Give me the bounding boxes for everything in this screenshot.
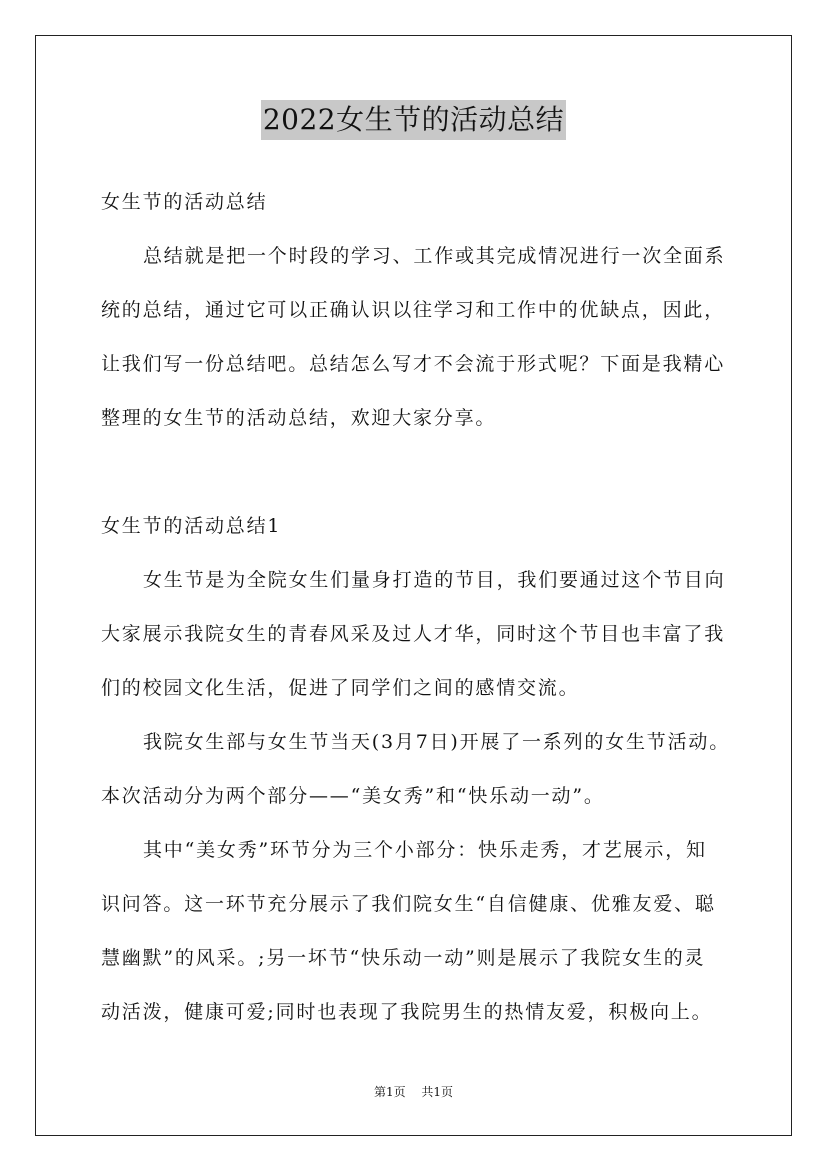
section-line: 其中“美女秀”环节分为三个小部分：快乐走秀，才艺展示，知 — [143, 839, 707, 861]
paragraph-gap — [101, 445, 741, 499]
section-heading: 女生节的活动总结1 — [101, 515, 282, 537]
intro-line: 统的总结，通过它可以正确认识以往学习和工作中的优缺点，因此， — [101, 299, 726, 321]
intro-line: 整理的女生节的活动总结，欢迎大家分享。 — [101, 407, 497, 429]
section-line: 们的校园文化生活，促进了同学们之间的感情交流。 — [101, 677, 580, 699]
page-number-current: 第1页 — [373, 1085, 406, 1099]
section-line: 识问答。这一环节充分展示了我们院女生“自信健康、优雅友爱、聪 — [101, 893, 716, 915]
page-footer — [0, 1083, 827, 1101]
page-number-total: 共1页 — [421, 1085, 454, 1099]
title-container — [0, 100, 827, 140]
section-line: 大家展示我院女生的青春风采及过人才华，同时这个节目也丰富了我 — [101, 623, 726, 645]
section-line: 本次活动分为两个部分——“美女秀”和“快乐动一动”。 — [101, 785, 605, 807]
document-body — [101, 175, 741, 1039]
section-line: 慧幽默”的风采。;另一坏节“快乐动一动”则是展示了我院女生的灵 — [101, 947, 706, 969]
section-line: 我院女生部与女生节当天(3月7日)开展了一系列的女生节活动。 — [143, 731, 731, 753]
document-title: 2022女生节的活动总结 — [261, 100, 566, 140]
intro-line: 让我们写一份总结吧。总结怎么写才不会流于形式呢？下面是我精心 — [101, 353, 726, 375]
section-line: 动活泼，健康可爱;同时也表现了我院男生的热情友爱，积极向上。 — [101, 1001, 713, 1023]
intro-line: 总结就是把一个时段的学习、工作或其完成情况进行一次全面系 — [143, 245, 726, 267]
section-line: 女生节是为全院女生们量身打造的节目，我们要通过这个节目向 — [143, 569, 726, 591]
subtitle: 女生节的活动总结 — [101, 191, 268, 213]
